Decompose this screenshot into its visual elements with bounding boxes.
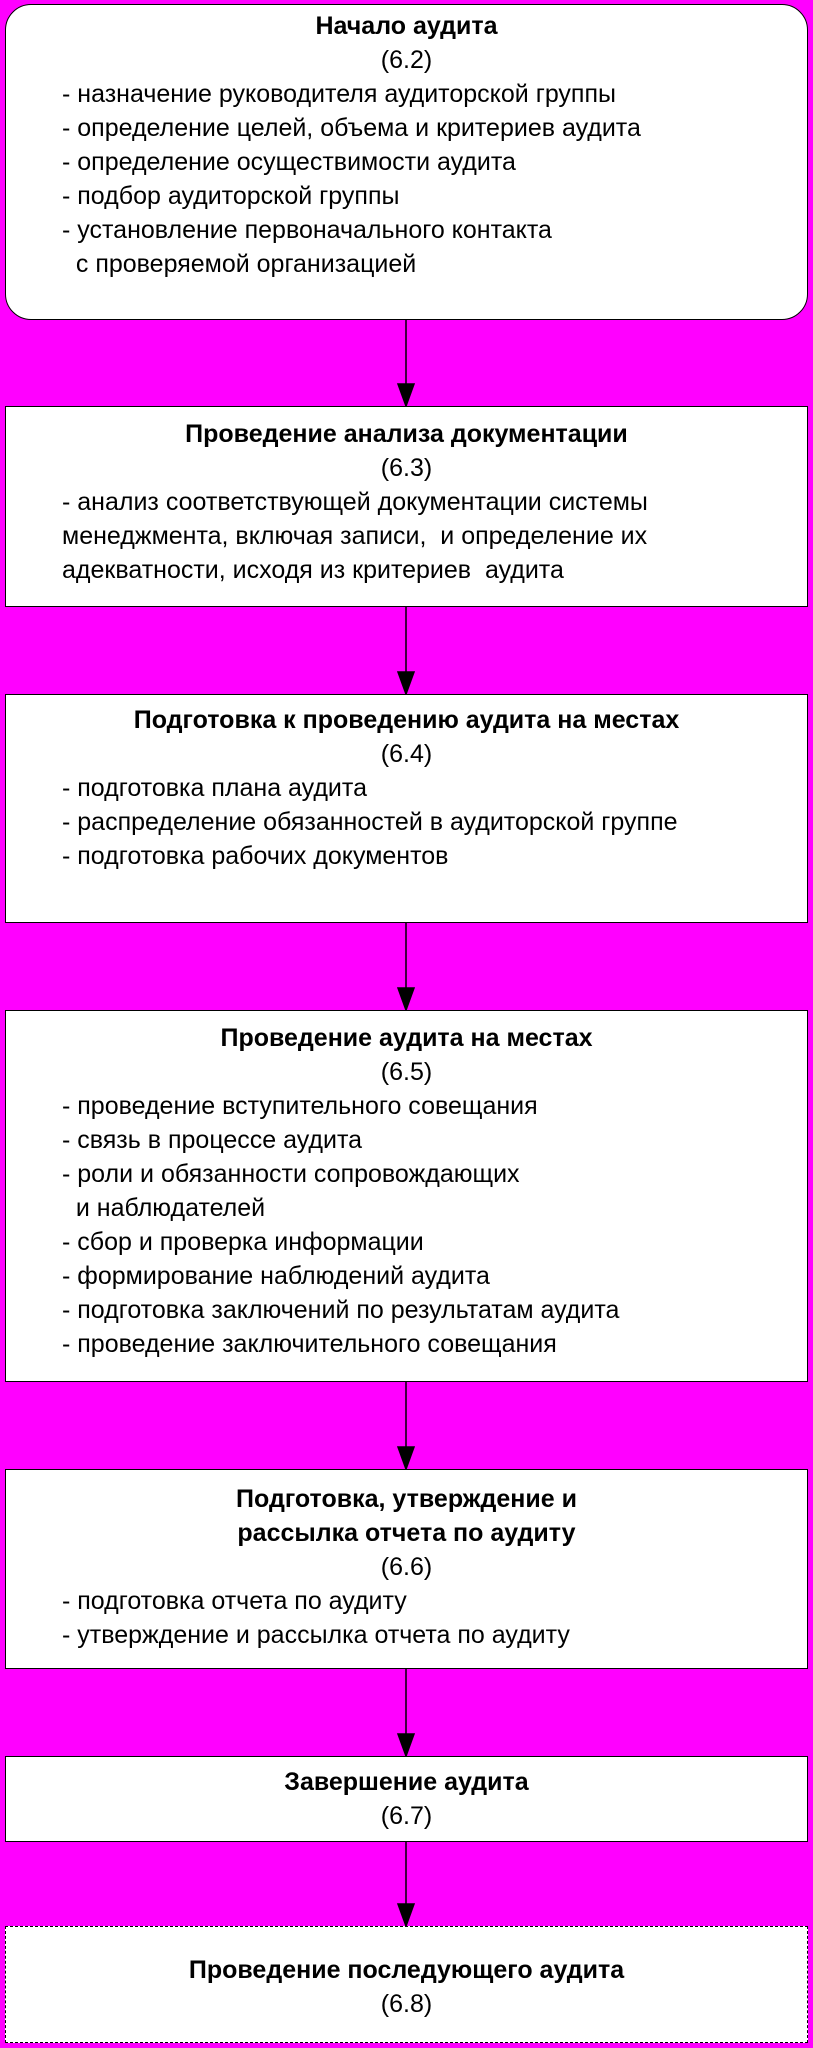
- step-title: Проведение последующего аудита: [188, 1956, 625, 1984]
- list-item: - установление первоначального контакта: [62, 216, 552, 244]
- list-item: - проведение заключительного совещания: [62, 1330, 557, 1358]
- step-title-line-2: рассылка отчета по аудиту: [237, 1519, 576, 1547]
- list-item: - подготовка плана аудита: [62, 774, 367, 802]
- step-title: Подготовка к проведению аудита на местах: [133, 706, 680, 734]
- step-items: [6, 771, 807, 873]
- list-item: с проверяемой организацией: [62, 250, 417, 278]
- step-items: [6, 77, 807, 281]
- list-item: - связь в процессе аудита: [62, 1126, 363, 1154]
- list-item: - сбор и проверка информации: [62, 1228, 424, 1256]
- step-title-line-1: Подготовка, утверждение и: [236, 1485, 577, 1513]
- step-section: (6.6): [380, 1553, 433, 1581]
- step-box-audit-report: [5, 1469, 808, 1669]
- step-title: Начало аудита: [315, 12, 498, 40]
- step-box-audit-completion: [5, 1756, 808, 1842]
- list-item: - подготовка рабочих документов: [62, 842, 449, 870]
- list-item: - распределение обязанностей в аудиторской группе: [62, 808, 678, 836]
- step-section: (6.8): [380, 1990, 433, 2018]
- arrow-4-head: [398, 1447, 414, 1469]
- list-item: - определение осуществимости аудита: [62, 148, 516, 176]
- arrow-3-head: [398, 988, 414, 1010]
- list-item: - назначение руководителя аудиторской группы: [62, 80, 616, 108]
- step-section: (6.7): [380, 1802, 433, 1830]
- list-item: адекватности, исходя из критериев аудита: [62, 556, 564, 584]
- step-box-onsite-audit: [5, 1010, 808, 1382]
- arrow-6-head: [398, 1904, 414, 1926]
- step-section: (6.4): [380, 740, 433, 768]
- step-section: (6.2): [380, 46, 433, 74]
- arrow-1-head: [398, 384, 414, 406]
- step-title: Проведение аудита на местах: [220, 1024, 593, 1052]
- list-item: - подбор аудиторской группы: [62, 182, 400, 210]
- list-item: - подготовка заключений по результатам аудита: [62, 1296, 620, 1324]
- arrow-5-head: [398, 1734, 414, 1756]
- step-section: (6.3): [380, 454, 433, 482]
- step-box-follow-up-audit: [5, 1926, 808, 2043]
- step-box-document-review: [5, 406, 808, 607]
- list-item: - анализ соответствующей документации системы: [62, 488, 648, 516]
- list-item: - роли и обязанности сопровождающих: [62, 1160, 520, 1188]
- arrow-2-head: [398, 672, 414, 694]
- list-item: - проведение вступительного совещания: [62, 1092, 538, 1120]
- step-items: [6, 485, 807, 587]
- step-title: Завершение аудита: [284, 1768, 529, 1796]
- step-section: (6.5): [380, 1058, 433, 1086]
- list-item: менеджмента, включая записи, и определение их: [62, 522, 648, 550]
- step-items: [6, 1584, 807, 1652]
- list-item: - определение целей, объема и критериев аудита: [62, 114, 641, 142]
- step-title: Проведение анализа документации: [185, 420, 628, 448]
- list-item: - подготовка отчета по аудиту: [62, 1587, 407, 1615]
- step-items: [6, 1089, 807, 1361]
- list-item: - утверждение и рассылка отчета по аудиту: [62, 1621, 570, 1649]
- step-box-start-audit: [5, 4, 808, 320]
- list-item: и наблюдателей: [62, 1194, 266, 1222]
- list-item: - формирование наблюдений аудита: [62, 1262, 490, 1290]
- step-box-onsite-preparation: [5, 694, 808, 923]
